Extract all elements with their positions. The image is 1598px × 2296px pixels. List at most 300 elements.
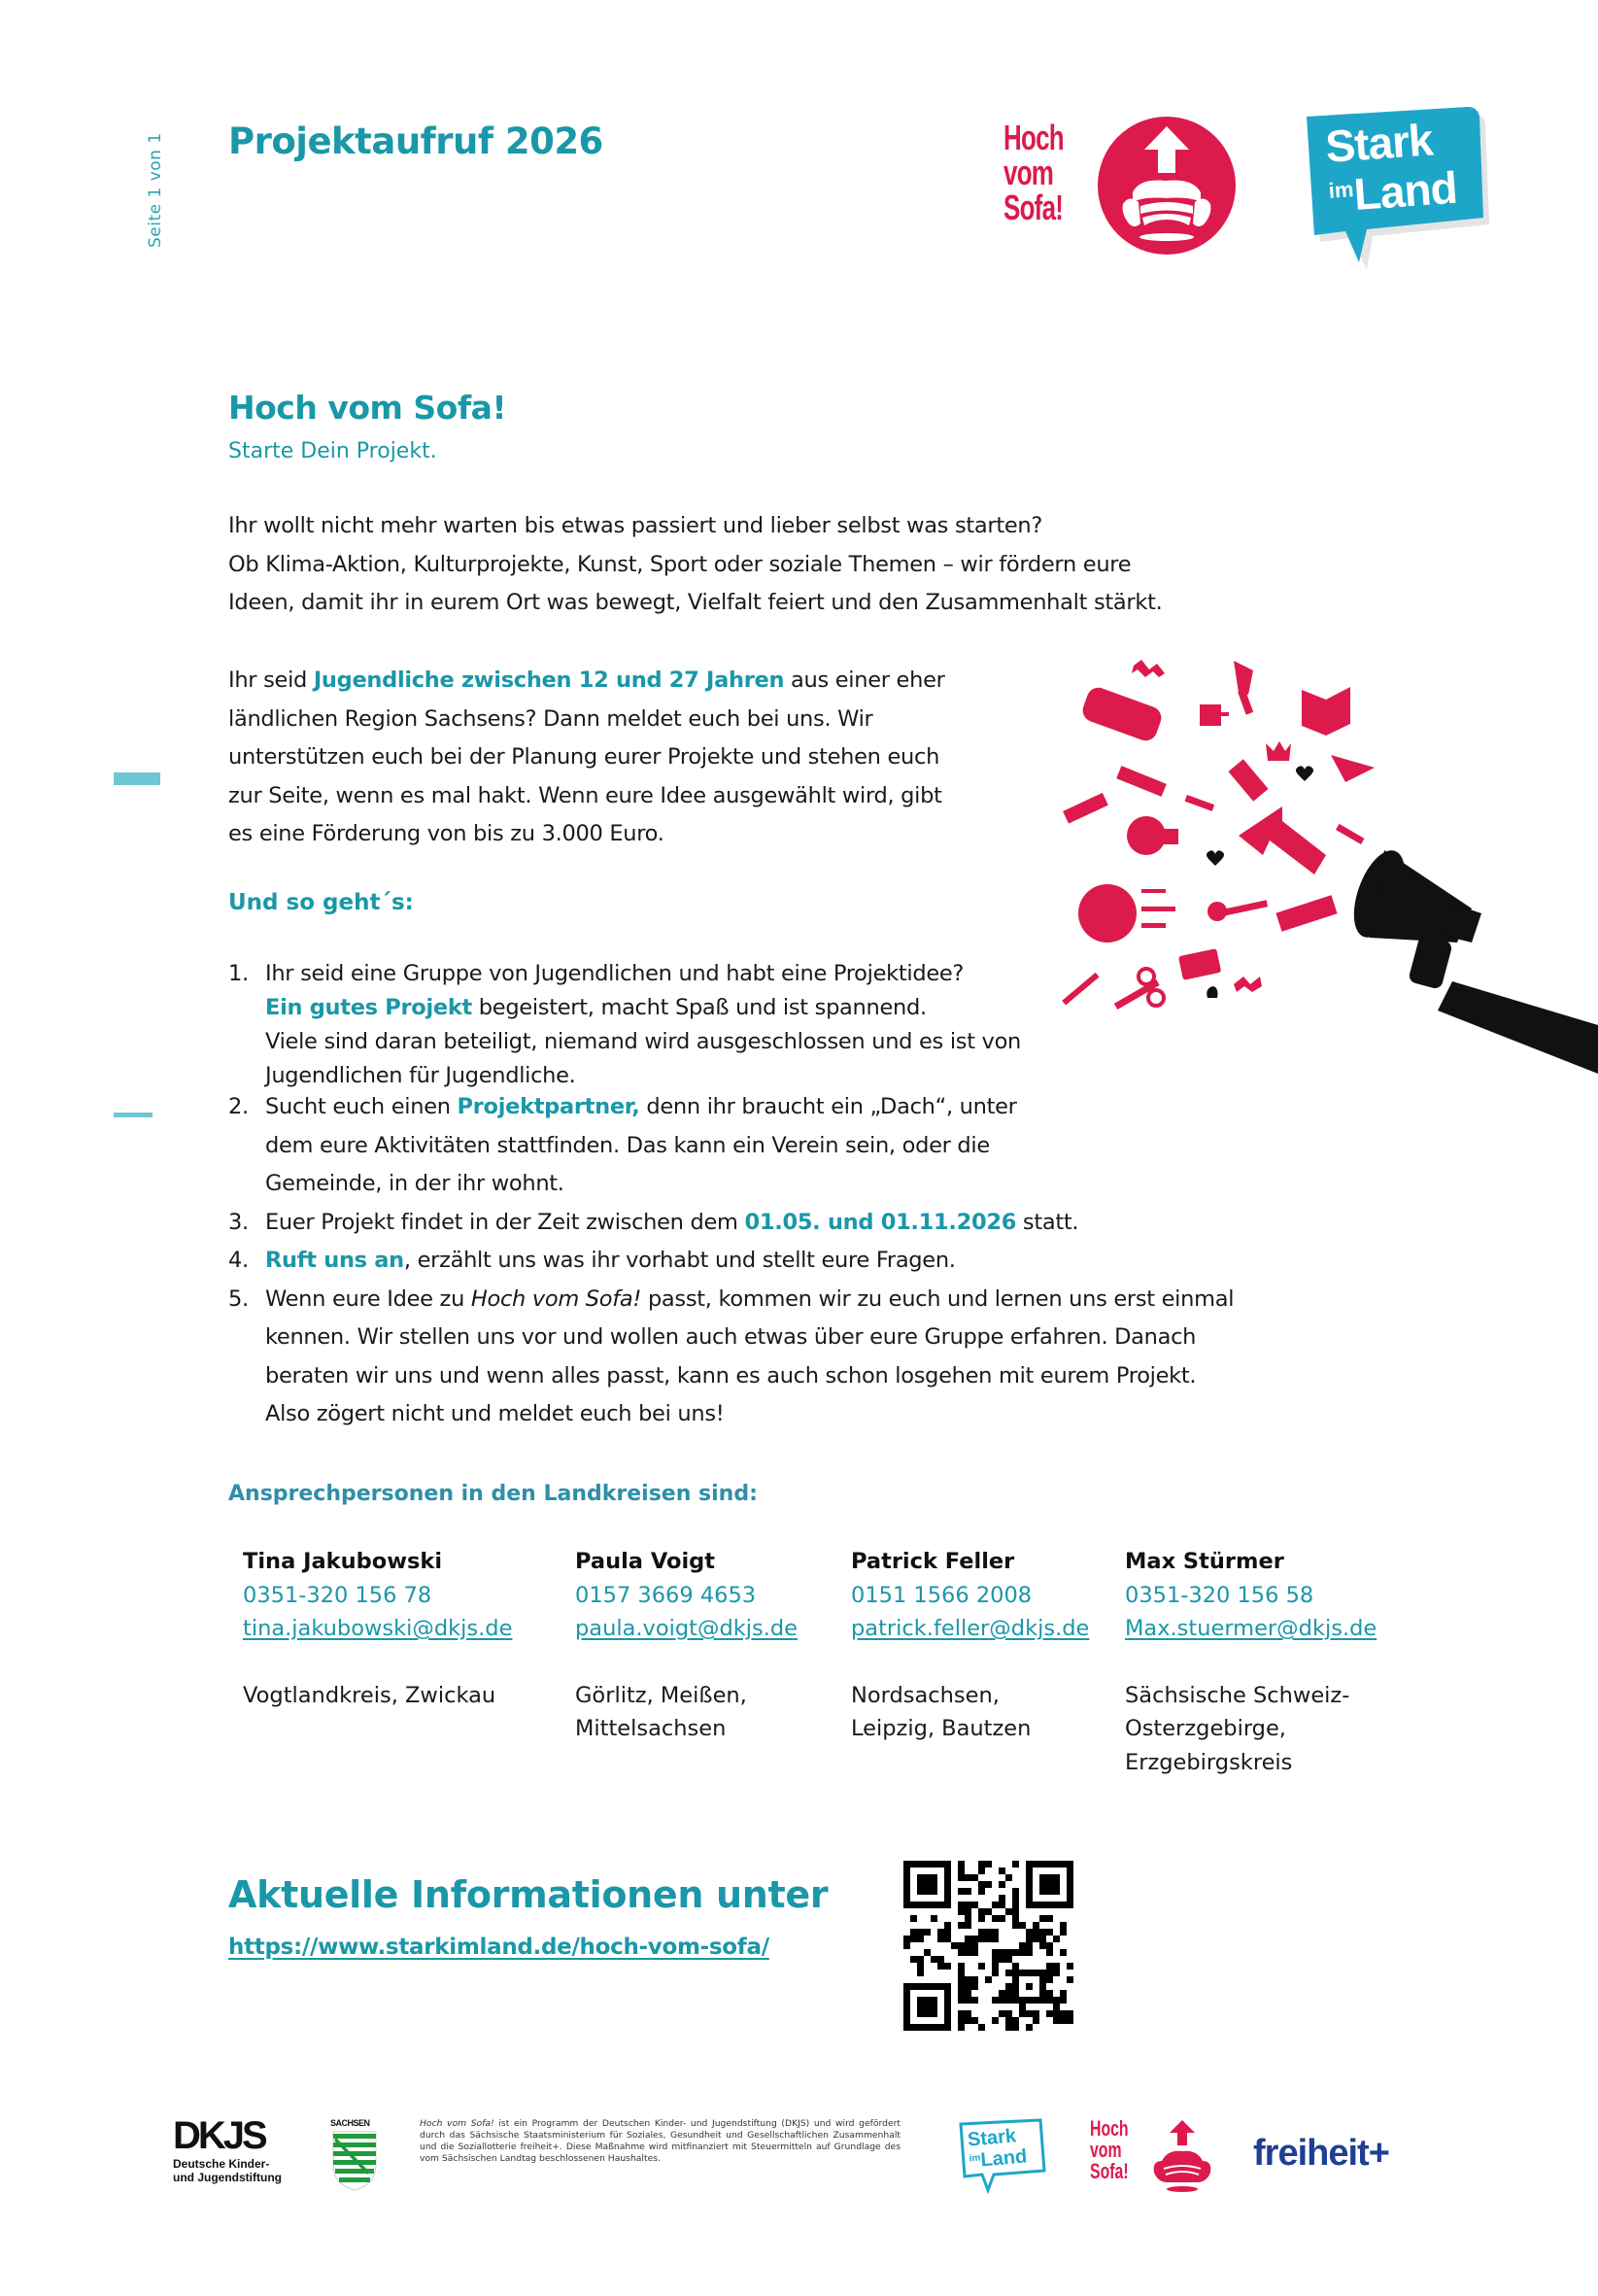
qr-module [944, 2017, 951, 2024]
qr-module [978, 1888, 985, 1895]
qr-module [910, 1983, 917, 1990]
contact-phone[interactable]: 0151 1566 2008 [851, 1582, 1033, 1608]
qr-module [1012, 1922, 1019, 1929]
screw-icon [1185, 795, 1215, 811]
qr-module [924, 2024, 931, 2031]
qr-module [1026, 1861, 1033, 1868]
qr-module [903, 1990, 910, 1997]
dkjs-logo: DKJS Deutsche Kinder- und Jugendstiftung [173, 2114, 282, 2184]
qr-module [999, 1895, 1005, 1902]
qr-module [917, 1888, 924, 1895]
qr-module [1067, 1868, 1073, 1874]
qr-module [992, 1936, 999, 1942]
qr-module [1012, 1997, 1019, 2004]
qr-module [937, 1983, 944, 1990]
qr-module [944, 2004, 951, 2010]
qr-module [937, 1956, 944, 1963]
qr-module [931, 1861, 937, 1868]
qr-module [944, 1861, 951, 1868]
qr-module [999, 1902, 1005, 1908]
watering-can-icon [1200, 704, 1229, 726]
qr-module [992, 2017, 999, 2024]
qr-module [1026, 1970, 1033, 1976]
qr-module [1039, 1915, 1046, 1922]
contact-name: Tina Jakubowski [243, 1549, 443, 1574]
qr-module [917, 1936, 924, 1942]
qr-module [944, 1922, 951, 1929]
qr-module [985, 1861, 992, 1868]
qr-module [1012, 1915, 1019, 1922]
qr-module [978, 1861, 985, 1868]
contact-email[interactable]: paula.voigt@dkjs.de [575, 1616, 799, 1641]
qr-module [917, 1881, 924, 1888]
qr-module [1039, 1983, 1046, 1990]
qr-module [1019, 1949, 1026, 1956]
qr-module [978, 1881, 985, 1888]
paper-plane-icon [1331, 755, 1375, 782]
contact-region: Nordsachsen, Leipzig, Bautzen [851, 1682, 1032, 1741]
qr-module [1012, 1963, 1019, 1970]
qr-module [1039, 1976, 1046, 1983]
qr-module [931, 1874, 937, 1881]
steps-heading: Und so geht´s: [228, 890, 414, 915]
qr-module [1019, 2010, 1026, 2017]
qr-module [1053, 1881, 1060, 1888]
qr-module [944, 1990, 951, 1997]
qr-module [924, 1888, 931, 1895]
date-range-highlight: 01.05. und 01.11.2026 [744, 1209, 1017, 1235]
qr-module [931, 1888, 937, 1895]
qr-module [992, 1970, 999, 1976]
lightbulb-icon [1127, 816, 1178, 855]
qr-module [931, 2010, 937, 2017]
qr-module [1012, 1902, 1019, 1908]
qr-module [1033, 1922, 1039, 1929]
qr-module [1033, 2010, 1039, 2017]
contact-phone[interactable]: 0157 3669 4653 [575, 1582, 757, 1608]
heart-icon [1207, 850, 1224, 866]
qr-module [917, 1963, 924, 1970]
qr-module [965, 1990, 971, 1997]
qr-module [992, 1915, 999, 1922]
qr-module [965, 1936, 971, 1942]
qr-module [1067, 2010, 1073, 2017]
qr-module [937, 1929, 944, 1936]
qr-module [1033, 1936, 1039, 1942]
qr-module [931, 1881, 937, 1888]
contact-email[interactable]: Max.stuermer@dkjs.de [1125, 1616, 1377, 1641]
qr-module [1026, 1874, 1033, 1881]
qr-module [999, 1990, 1005, 1997]
qr-module [944, 1881, 951, 1888]
stark-im-land-small-logo: Stark $^{im}$Land [957, 2116, 1049, 2194]
qr-module [1046, 1929, 1053, 1936]
qr-module [1012, 1861, 1019, 1868]
margin-mark-fold [114, 772, 160, 785]
qr-module [944, 1874, 951, 1881]
contact-card [243, 1545, 512, 1712]
qr-module [985, 1908, 992, 1915]
qr-module [910, 1936, 917, 1942]
qr-module [978, 1929, 985, 1936]
qr-module [1067, 2017, 1073, 2024]
qr-module [958, 1861, 965, 1868]
qr-module [1067, 1861, 1073, 1868]
qr-module [937, 1936, 944, 1942]
qr-module [958, 1983, 965, 1990]
qr-module [1060, 2017, 1067, 2024]
heart-icon [1296, 766, 1313, 781]
qr-module [917, 2004, 924, 2010]
qr-module [1060, 1997, 1067, 2004]
qr-module [1046, 1976, 1053, 1983]
qr-module [958, 1902, 965, 1908]
qr-module [958, 2017, 965, 2024]
intro-paragraph: Ihr wollt nicht mehr warten bis etwas passiert und lieber selbst was starten? Ob Klima-Aktion, Kulturprojekte, Kunst, Sport oder soziale Themen – wir fördern eure Ideen, damit ihr in eurem Ort was bewegt, Vielfalt feiert und den Zusammenhalt stärkt. [228, 513, 1163, 615]
qr-module [944, 2024, 951, 2031]
qr-module [971, 1936, 978, 1942]
qr-module [944, 1983, 951, 1990]
qr-module [965, 1915, 971, 1922]
qr-module [903, 2010, 910, 2017]
sachsen-logo: SACHSEN [330, 2118, 379, 2196]
qr-module [1053, 1874, 1060, 1881]
qr-module [971, 1983, 978, 1990]
qr-module [999, 1915, 1005, 1922]
qr-module [958, 1868, 965, 1874]
qr-module [1019, 1922, 1026, 1929]
qr-module [965, 1902, 971, 1908]
contact-name: Paula Voigt [575, 1549, 716, 1574]
qr-module [1012, 1976, 1019, 1983]
qr-module [917, 1956, 924, 1963]
margin-mark-punch [114, 1113, 153, 1117]
qr-module [1026, 1868, 1033, 1874]
qr-module [1033, 1902, 1039, 1908]
qr-module [944, 2010, 951, 2017]
qr-module [917, 2010, 924, 2017]
qr-module [1046, 1881, 1053, 1888]
qr-module [903, 1902, 910, 1908]
spark-icon [1132, 660, 1165, 677]
contact-email[interactable]: patrick.feller@dkjs.de [851, 1616, 1090, 1641]
big-arrow-icon [1239, 806, 1326, 874]
qr-module [937, 1902, 944, 1908]
qr-module [992, 1929, 999, 1936]
qr-module [1060, 1902, 1067, 1908]
contact-region: Vogtlandkreis, Zwickau [243, 1682, 496, 1708]
qr-module [1005, 1956, 1012, 1963]
qr-module [924, 1861, 931, 1868]
qr-module [1005, 1970, 1012, 1976]
qr-module [985, 1976, 992, 1983]
qr-module [971, 1949, 978, 1956]
pencil-icon [1116, 766, 1167, 797]
qr-module [958, 1990, 965, 1997]
qr-module [917, 2024, 924, 2031]
qr-module [978, 1936, 985, 1942]
qr-module [903, 1936, 910, 1942]
contact-phone[interactable]: 0351-320 156 58 [1125, 1582, 1314, 1608]
qr-module [917, 1970, 924, 1976]
qr-module [971, 1942, 978, 1949]
qr-module [1060, 1949, 1067, 1956]
qr-module [1039, 1990, 1046, 1997]
qr-module [910, 1861, 917, 1868]
qr-code-icon[interactable] [903, 1861, 1073, 2031]
spray-can-icon [1228, 759, 1268, 801]
qr-module [1005, 1983, 1012, 1990]
qr-module [1053, 1963, 1060, 1970]
qr-module [1067, 1895, 1073, 1902]
qr-module [958, 1942, 965, 1949]
qr-module [1060, 1990, 1067, 1997]
qr-module [937, 1861, 944, 1868]
crown-icon [1266, 741, 1291, 761]
qr-module [1053, 2010, 1060, 2017]
qr-module [1039, 1942, 1046, 1949]
wrench-icon [1336, 824, 1364, 844]
qr-module [965, 1942, 971, 1949]
qr-module [1026, 1942, 1033, 1949]
qr-module [1067, 1963, 1073, 1970]
contact-email[interactable]: tina.jakubowski@dkjs.de [243, 1616, 513, 1641]
qr-module [1067, 1976, 1073, 1983]
step-item: 4. Ruft uns an, erzählt uns was ihr vorhabt und stellt eure Fragen. [228, 1248, 956, 1273]
qr-module [999, 1997, 1005, 2004]
qr-module [958, 1997, 965, 2004]
qr-module [1019, 2004, 1026, 2010]
qr-module [999, 1868, 1005, 1874]
football-icon [1078, 884, 1175, 942]
hoch-vom-sofa-logo [1001, 115, 1243, 260]
qr-module [958, 2010, 965, 2017]
qr-module [1046, 1970, 1053, 1976]
qr-module [992, 1997, 999, 2004]
qr-module [944, 1963, 951, 1970]
qr-module [965, 1949, 971, 1956]
qr-module [917, 1861, 924, 1868]
qr-module [1012, 1970, 1019, 1976]
qr-module [931, 1956, 937, 1963]
qr-module [999, 1949, 1005, 1956]
qr-module [917, 1874, 924, 1881]
qr-module [1019, 1970, 1026, 1976]
qr-module [1039, 1902, 1046, 1908]
qr-module [971, 2017, 978, 2024]
qr-module [1012, 1983, 1019, 1990]
qr-module [978, 1908, 985, 1915]
qr-module [903, 1942, 910, 1949]
qr-module [1026, 1902, 1033, 1908]
qr-module [1039, 1929, 1046, 1936]
qr-module [992, 1956, 999, 1963]
qr-module [903, 1861, 910, 1868]
qr-module [924, 2010, 931, 2017]
contact-card [575, 1545, 798, 1746]
qr-module [924, 1881, 931, 1888]
qr-module [903, 1888, 910, 1895]
contacts-heading: Ansprechpersonen in den Landkreisen sind: [228, 1482, 758, 1506]
qr-module [1005, 1997, 1012, 2004]
qr-module [1026, 1895, 1033, 1902]
qr-module [903, 1983, 910, 1990]
qr-module [999, 2010, 1005, 2017]
qr-module [1012, 1949, 1019, 1956]
qr-module [1046, 2010, 1053, 2017]
qr-module [944, 1868, 951, 1874]
age-range-highlight: Jugendliche zwischen 12 und 27 Jahren [313, 668, 785, 693]
stark-im-land-wordmark: Stark imLand [1323, 114, 1459, 220]
qr-module [903, 2017, 910, 2024]
contact-name: Max Stürmer [1125, 1549, 1284, 1574]
document-title: Projektaufruf 2026 [228, 120, 603, 162]
qr-module [931, 2024, 937, 2031]
qr-module [1026, 1983, 1033, 1990]
qr-module [958, 1976, 965, 1983]
qr-module [1026, 1936, 1033, 1942]
qr-module [1046, 1902, 1053, 1908]
armchair-up-arrow-icon [1096, 115, 1241, 260]
qr-module [1039, 1997, 1046, 2004]
qr-module [1053, 2004, 1060, 2010]
qr-module [1039, 1874, 1046, 1881]
qr-module [944, 1936, 951, 1942]
qr-module [1067, 1902, 1073, 1908]
qr-module [1053, 1936, 1060, 1942]
qr-module [1026, 1997, 1033, 2004]
qr-module [1053, 1861, 1060, 1868]
step-item: 3. Euer Projekt findet in der Zeit zwischen dem 01.05. und 01.11.2026 statt. [228, 1209, 1079, 1235]
qr-module [1039, 1970, 1046, 1976]
qr-module [1026, 2024, 1033, 2031]
hoch-vom-sofa-wordmark: Hoch vom Sofa! [1003, 118, 1064, 227]
qr-module [924, 1874, 931, 1881]
qr-module [944, 1902, 951, 1908]
saw-icon [1275, 895, 1337, 932]
qr-module [1026, 1888, 1033, 1895]
qr-module [1060, 1861, 1067, 1868]
trowel-icon [1234, 661, 1253, 715]
qr-module [1067, 1874, 1073, 1881]
qr-module [1053, 2017, 1060, 2024]
qr-module [992, 1902, 999, 1908]
qr-module [1053, 1997, 1060, 2004]
qr-module [931, 1997, 937, 2004]
qr-module [1012, 2017, 1019, 2024]
contact-phone[interactable]: 0351-320 156 78 [243, 1582, 432, 1608]
qr-module [1033, 1997, 1039, 2004]
info-url-link[interactable]: https://www.starkimland.de/hoch-vom-sofa/ [228, 1935, 769, 1960]
qr-module [924, 1983, 931, 1990]
microphone-icon [1207, 900, 1268, 921]
qr-module [965, 1922, 971, 1929]
qr-module [944, 1895, 951, 1902]
qr-module [1060, 2010, 1067, 2017]
qr-module [903, 1874, 910, 1881]
qr-module [937, 1963, 944, 1970]
qr-module [917, 1997, 924, 2004]
qr-module [931, 1915, 937, 1922]
qr-module [978, 1963, 985, 1970]
qr-module [1053, 1970, 1060, 1976]
qr-module [924, 1997, 931, 2004]
qr-module [1026, 1929, 1033, 1936]
qr-module [1005, 2024, 1012, 2031]
qr-module [910, 1902, 917, 1908]
qr-module [931, 2004, 937, 2010]
qr-module [1012, 1895, 1019, 1902]
qr-module [1026, 1949, 1033, 1956]
steps-list [228, 957, 1248, 1434]
qr-module [1012, 1888, 1019, 1895]
armchair-up-arrow-icon [1148, 2118, 1216, 2196]
qr-module [1019, 1942, 1026, 1949]
qr-module [1046, 1997, 1053, 2004]
footer-funding-note: Hoch vom Sofa! ist ein Programm der Deutschen Kinder- und Jugendstiftung (DKJS) und wird gefördert durch das Sächsische Staatsministerium für Soziales, Gesundheit und Gesellschaftlichen Zusammenhalt und die Soziallotterie freiheit+. Diese Maßnahme wird mitfinanziert mit Steuermitteln auf Grundlage des vom Sächsischen Landtag beschlossenen Haushaltes. [420, 2118, 901, 2164]
qr-module [910, 2024, 917, 2031]
qr-module [971, 1997, 978, 2004]
qr-module [1005, 2017, 1012, 2024]
qr-module [958, 1922, 965, 1929]
hand-arm-icon [1408, 934, 1598, 1074]
qr-module [958, 1874, 965, 1881]
qr-module [903, 1997, 910, 2004]
qr-module [958, 1970, 965, 1976]
qr-module [958, 1963, 965, 1970]
qr-module [958, 1908, 965, 1915]
qr-module [903, 1881, 910, 1888]
qr-module [1005, 1949, 1012, 1956]
sachsen-coat-of-arms-icon [330, 2128, 379, 2192]
qr-module [1026, 2010, 1033, 2017]
qr-module [1033, 1861, 1039, 1868]
qr-module [965, 1976, 971, 1983]
qr-module [965, 1997, 971, 2004]
qr-module [992, 1963, 999, 1970]
hoch-vom-sofa-small-logo: Hoch vom Sofa! [1090, 2118, 1226, 2196]
step-item: 5. Wenn eure Idee zu Hoch vom Sofa! passt, kommen wir zu euch und lernen uns erst einmal kennen. Wir stellen uns vor und wollen auch etwas über eure Gruppe erfahren. Danach beraten wir uns und wenn alles passt, kann es auch schon losgehen mit eurem Projekt. Also zögert nicht und meldet euch bei uns! [228, 1285, 1235, 1426]
qr-module [958, 2024, 965, 2031]
qr-module [1039, 1888, 1046, 1895]
qr-module [965, 2017, 971, 2024]
qr-module [924, 2004, 931, 2010]
freiheit-plus-logo: freiheit+ [1253, 2133, 1389, 2174]
info-heading: Aktuelle Informationen unter [228, 1873, 829, 1916]
qr-module [1046, 1874, 1053, 1881]
qr-module [910, 1915, 917, 1922]
qr-module [1005, 2010, 1012, 2017]
qr-module [1005, 1908, 1012, 1915]
qr-module [917, 1902, 924, 1908]
qr-module [903, 1868, 910, 1874]
qr-module [965, 1888, 971, 1895]
qr-module [1026, 1881, 1033, 1888]
qr-module [917, 1983, 924, 1990]
qr-module [1039, 1936, 1046, 1942]
qr-module [910, 1956, 917, 1963]
qr-module [958, 1888, 965, 1895]
qr-module [1046, 1861, 1053, 1868]
qr-module [903, 1895, 910, 1902]
qr-module [944, 1929, 951, 1936]
contact-region: Görlitz, Meißen, Mittelsachsen [575, 1682, 747, 1741]
headline: Hoch vom Sofa! [228, 389, 507, 427]
call-us-highlight: Ruft uns an [265, 1248, 404, 1273]
qr-module [1046, 1949, 1053, 1956]
qr-module [944, 1888, 951, 1895]
qr-module [1053, 1902, 1060, 1908]
